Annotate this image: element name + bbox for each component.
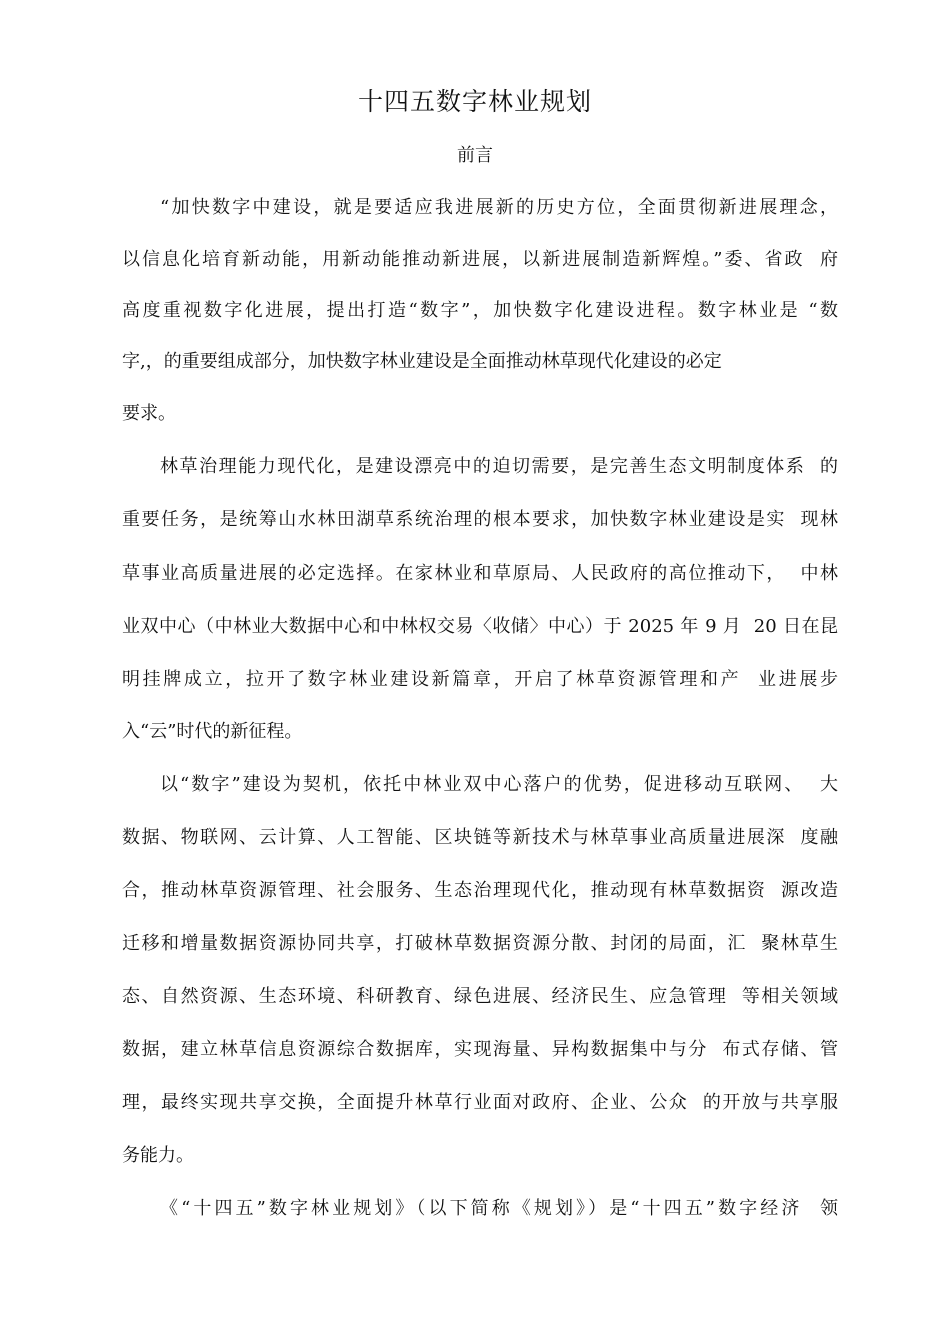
paragraph-line: 《“十四五”数字林业规划》（以下简称《规划》）是“十四五”数字经济 领 [160,1198,838,1219]
paragraph-line: 明挂牌成立，拉开了数字林业建设新篇章，开启了林草资源管理和产 业进展步 [122,669,838,690]
paragraph-line: 以信息化培育新动能，用新动能推动新进展，以新进展制造新辉煌。”委、省政 府 [122,249,838,270]
paragraph-line: “加快数字中建设，就是要适应我进展新的历史方位，全面贯彻新进展理念， [160,197,838,218]
paragraph-line: 合，推动林草资源管理、社会服务、生态治理现代化，推动现有林草数据资 源改造 [122,880,838,901]
paragraph-line: 草事业高质量进展的必定选择。在家林业和草原局、人民政府的高位推动下， 中林 [122,563,838,584]
paragraph-line: 迁移和增量数据资源协同共享，打破林草数据资源分散、封闭的局面，汇 聚林草生 [122,933,838,954]
paragraph-line: 业双中心（中林业大数据中心和中林权交易〈收储〉中心）于 2025 年 9 月 20 日在昆 [122,616,838,637]
paragraph-line: 务能力。 [122,1145,194,1166]
paragraph-line: 字,，的重要组成部分，加快数字林业建设是全面推动林草现代化建设的必定 [122,351,722,372]
document-subtitle: 前言 [457,145,493,166]
paragraph-line: 林草治理能力现代化，是建设漂亮中的迫切需要，是完善生态文明制度体系 的 [160,456,838,477]
paragraph-line: 数据、物联网、云计算、人工智能、区块链等新技术与林草事业高质量进展深 度融 [122,827,838,848]
paragraph-line: 理，最终实现共享交换，全面提升林草行业面对政府、企业、公众 的开放与共享服 [122,1092,838,1113]
paragraph-line: 要求。 [122,403,176,424]
paragraph-line: 数据，建立林草信息资源综合数据库，实现海量、异构数据集中与分 布式存储、管 [122,1039,838,1060]
document-title: 十四五数字林业规划 [357,87,592,116]
paragraph-line: 重要任务，是统筹山水林田湖草系统治理的根本要求，加快数字林业建设是实 现林 [122,509,838,530]
paragraph-line: 高度重视数字化进展，提出打造“数字”，加快数字化建设进程。数字林业是 “数 [122,300,838,321]
paragraph-line: 态、自然资源、生态环境、科研教育、绿色进展、经济民生、应急管理 等相关领域 [122,986,838,1007]
paragraph-line: 以“数字”建设为契机，依托中林业双中心落户的优势，促进移动互联网、 大 [160,774,838,795]
paragraph-line: 入“云”时代的新征程。 [122,721,303,742]
